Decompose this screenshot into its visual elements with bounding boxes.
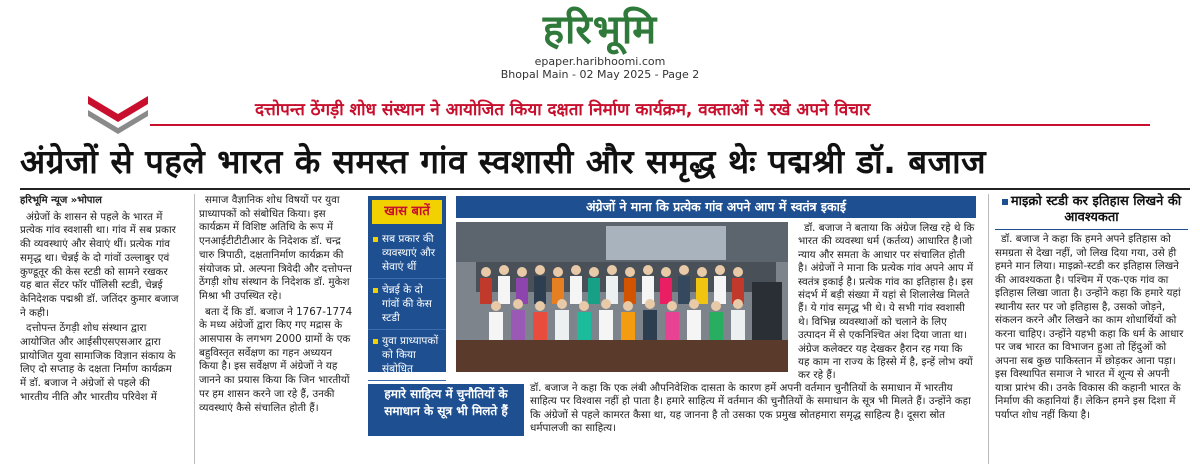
sidebar-article bbox=[988, 194, 1188, 464]
edition-line: Bhopal Main - 02 May 2025 - Page 2 bbox=[500, 68, 700, 81]
kicker-line: दत्तोपन्त ठेंगड़ी शोध संस्थान ने आयोजित किया दक्षता निर्माण कार्यक्रम, वक्ताओं ने रखे अपने विचार bbox=[255, 100, 871, 120]
highlights-title: खास बातें bbox=[372, 200, 442, 224]
highlights-box bbox=[368, 196, 446, 375]
logo-text: हरिभूमि bbox=[542, 7, 658, 53]
byline: हरिभूमि न्यूज »भोपाल bbox=[20, 195, 102, 206]
highlight-item: चेन्नई के दो गांवों की केस स्टडी bbox=[368, 279, 446, 330]
square-bullet-icon bbox=[1002, 199, 1008, 205]
sidebar-heading bbox=[995, 194, 1188, 226]
sidebar-heading-text: माइक्रो स्टडी कर इतिहास लिखने की आवश्यकता bbox=[1010, 194, 1182, 225]
article-column-3 bbox=[798, 222, 976, 382]
epaper-url: epaper.haribhoomi.com bbox=[534, 55, 666, 68]
sidebar-body: डॉ. बजाज ने कहा कि हमने अपने इतिहास को समग्रता से देखा नहीं, जो लिख दिया गया, उसे ही हमने मान लिया। माइक्रो-स्टडी कर इतिहास लिखने की आवश्यकता है। पश्चिम में एक-एक गांव का इतिहास लिखा जाता है। उन्होंने कहा कि हमारे यहां स्थानीय स्तर पर जो इतिहास है, उसको जोड़ने, संकलन करने और लिखने का काम शोधार्थियों को करना चाहिए। उन्होंने यहभी कहा कि धर्म के आधार पर जब भारत का विभाजन हुआ तो हिंदुओं को अपना सब कुछ पाकिस्तान में छोड़कर आना पड़ा। इस विस्थापित समाज ने भारत में शून्य से अपनी यात्रा प्रारंभ की। उनके विकास की कहानी भारत के निर्माण की कहानियां हैं। लेकिन हमने इस दिशा में पर्याप्त शोध नहीं किया है। bbox=[995, 233, 1184, 421]
chevron-decoration-icon bbox=[88, 96, 148, 136]
sidebar-rule bbox=[995, 229, 1188, 230]
photo-caption: अंग्रेजों ने माना कि प्रत्येक गांव अपने आप में स्वतंत्र इकाई bbox=[456, 196, 976, 218]
kicker-rule bbox=[150, 124, 1150, 126]
highlight-item: सब प्रकार की व्यवस्थाएं और सेवाएं थीं bbox=[368, 228, 446, 279]
paragraph: समाज वैज्ञानिक शोध विषयों पर युवा प्राध्यापकों को संबोधित किया। इस कार्यक्रम में विशिष्ट अतिथि के रूप में एनआईटीटीटीआर के निदेशक डॉ. चन्द्र चारु त्रिपाठी, दक्षतानिर्माण कार्यक्रम की संयोजक प्रो. अल्पना त्रिवेदी और दत्तोपन्त ठेंगड़ी शोध संस्थान के निदेशक डॉ. मुकेश मिश्रा भी उपस्थित रहे। bbox=[199, 194, 352, 302]
subsection-body: डॉ. बजाज ने कहा कि एक लंबी औपनिवेशिक दासता के कारण हमें अपनी वर्तमान चुनौतियों के समाधान में भारतीय साहित्य पर विश्वास नहीं हो पाता है। हमारे साहित्य में वर्तमान की चुनौतियों के समाधान के सूत्र भी मिलते हैं। उन्होंने कहा कि अंग्रेजों से पहले कामरत कैसा था, यह जानना है तो उसका एक प्रमुख स्रोतहमारा समृद्ध साहित्य है। दूसरा स्रोत धर्मपालजी का साहित्य। bbox=[530, 382, 971, 435]
haribhoomi-logo[interactable] bbox=[516, 4, 684, 56]
group-photo-image bbox=[456, 222, 788, 372]
headline-rule bbox=[20, 188, 1190, 190]
article-column-2 bbox=[194, 194, 354, 464]
main-headline: अंग्रेजों से पहले भारत के समस्त गांव स्वशासी और समृद्ध थेः पद्मश्री डॉ. बजाज bbox=[20, 142, 987, 181]
paragraph: बता दें कि डॉ. बजाज ने 1767-1774 के मध्य अंग्रेजों द्वारा किए गए मद्रास के आसपास के लगभग 2000 ग्रामों के एक बहुविस्तृत सर्वेक्षण का गहन अध्ययन किया है। इस सर्वेक्षण में अंग्रेजों ने यह जानने का प्रयास किया कि जिन भारतीयों पर हम शासन करने जा रहे हैं, उनकी व्यवस्थाएं कैसे संचालित होती हैं। bbox=[199, 305, 353, 414]
masthead bbox=[0, 0, 1200, 88]
article-column-1 bbox=[20, 194, 180, 464]
paragraph: दत्तोपन्त ठेंगड़ी शोध संस्थान द्वारा आयोजित और आईसीएसएसआर द्वारा प्रायोजित युवा सामाजिक विज्ञान संकाय के लिए दो सप्ताह के दक्षता निर्माण कार्यक्रम में डॉ. बजाज ने अंग्रेजों से पहले की भारतीय नीति और भारतीय परिवेश में bbox=[20, 322, 176, 403]
paragraph: अंग्रेजों के शासन से पहले के भारत में प्रत्येक गांव स्वशासी था। गांव में सब प्रकार की व्यवस्थाएं और सेवाएं थीं। प्रत्येक गांव समृद्ध था। चेन्नई के दो गांवों उल्लाबुर एवं कुण्डूतूर की केस स्टडी को सामने रखकर यह बात सेंटर फॉर पॉलिसी स्टडी, चेन्नई केनिदेशक पद्मश्री डॉ. जतिंदर कुमार बजाज ने कही। bbox=[20, 210, 179, 319]
group-photo[interactable] bbox=[456, 222, 788, 372]
highlight-item: युवा प्राध्यापकों को किया संबोधित bbox=[368, 330, 446, 381]
paragraph: डॉ. बजाज ने बताया कि अंग्रेज लिख रहे थे कि भारत की व्यवस्था धर्म (कर्तव्य) आधारित है।जो न्याय और समता के आधार पर संचालित होती है। अंग्रेजों ने माना कि प्रत्येक गांव अपने आप में स्वतंत्र इकाई है। प्रत्येक गांव का इतिहास है। इस संदर्भ में बड़ी संख्या में यहां से शिलालेख मिलते हैं। ये गांव समृद्ध भी थे। ये सभी गांव स्वशासी थे। विभिन्न व्यवस्थाओं को चलाने के लिए उत्पादन में से एकनिश्चित अंश दिया जाता था। अंग्रेज कलेक्टर यह देखकर हैरान रह गया कि यह काम ना राज्य के हिस्से में है, इन्हें लोभ क्यों कर रहे हैं। bbox=[798, 222, 975, 382]
subsection-heading: हमारे साहित्य में चुनौतियों के समाधान के सूत्र भी मिलते हैं bbox=[368, 384, 524, 436]
